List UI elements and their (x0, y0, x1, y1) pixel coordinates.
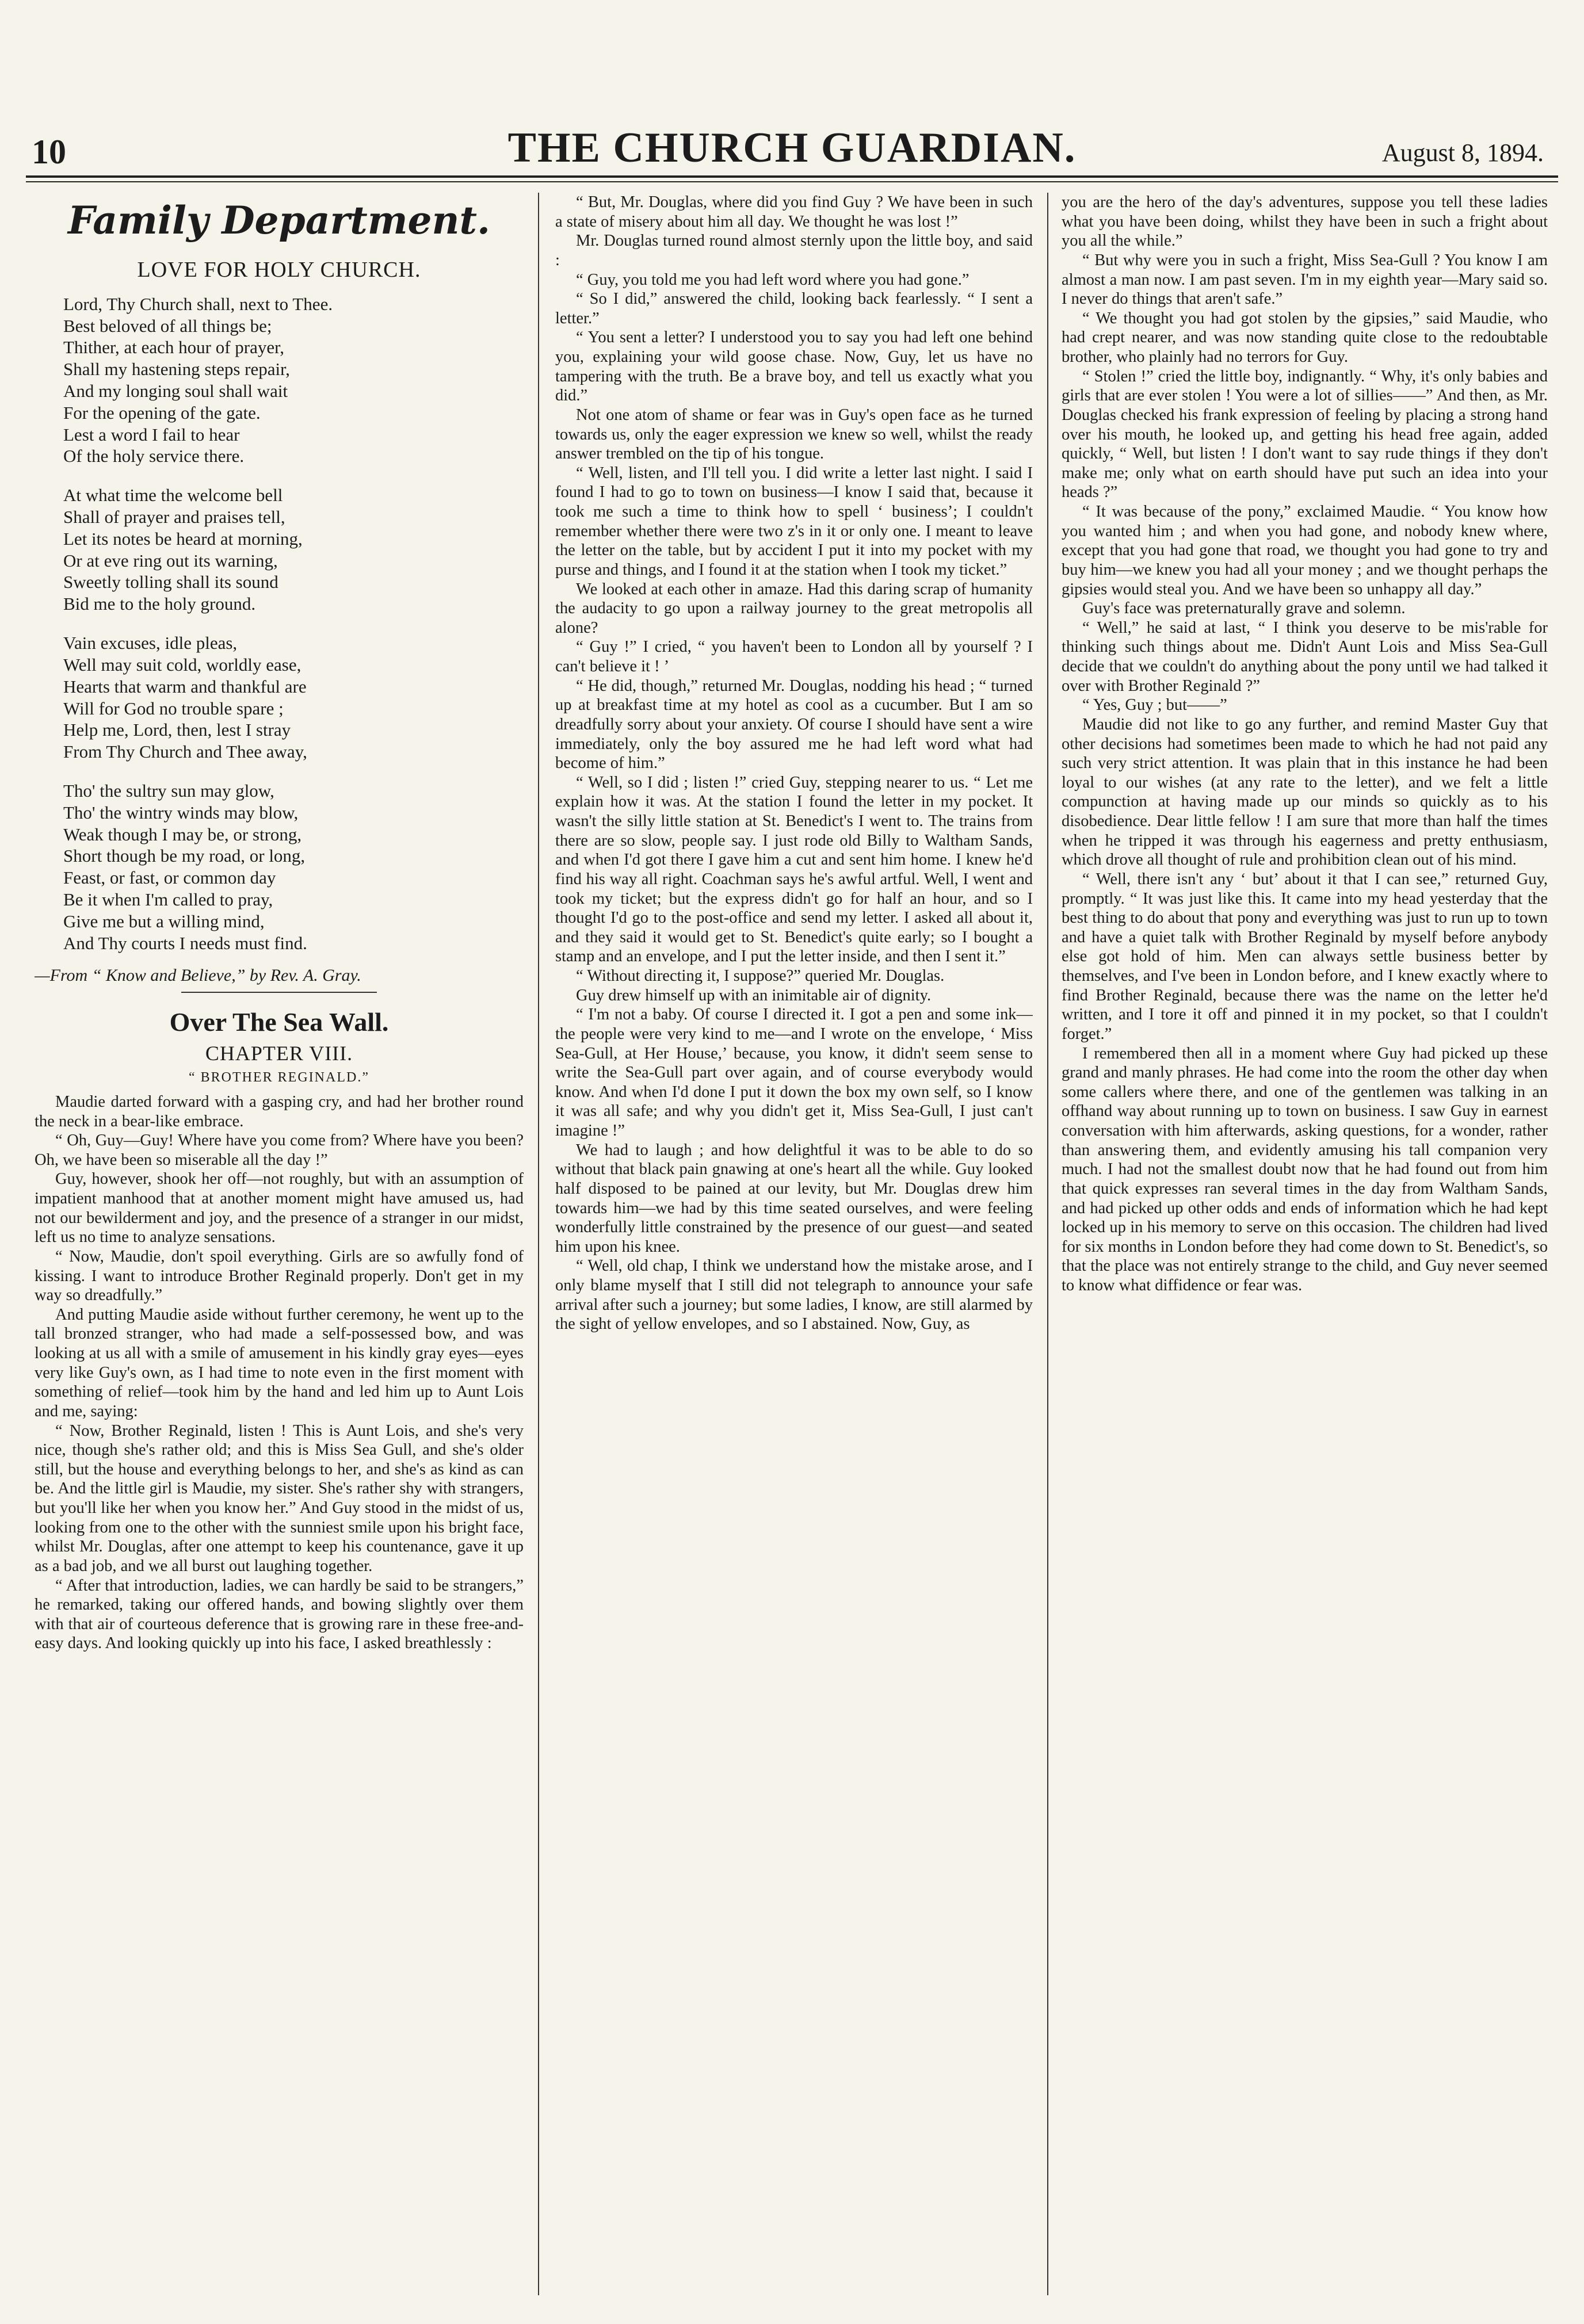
poem-line: Be it when I'm called to pray, (63, 889, 273, 910)
poem-line: From Thy Church and Thee away, (63, 741, 307, 762)
paragraph: “ It was because of the pony,” exclaimed Maudie. “ You know how you wanted him ; and when you had gone, and nobody knew where, except that you had gone that road, we thought you had gone to try and buy him—we knew you had all your money ; and we thought perhaps the gipsies would steal you. And we have been so unhappy all day.” (1062, 503, 1548, 598)
paragraph: Mr. Douglas turned round almost sternly upon the little boy, and said : (555, 232, 1033, 269)
story-text (555, 193, 1033, 1334)
paragraph: “ Well, so I did ; listen !” cried Guy, stepping nearer to us. “ Let me explain how it was. At the station I found the letter in my pocket. It wasn't the silly little station at St. Benedict's I went to. The trains from there are so slow, people say. I just rode old Billy to Waltham Sands, and when I'd got there I gave him a cut and sent him home. I knew he'd find his way all right. Coachman says he's awful artful. Well, I went and took my ticket; but the express didn't go for half an hour, and so I thought I'd go to the post-office and send my letter. I asked all about it, and they said it would get to St. Benedict's quite early; so I bought a stamp and an envelope, and I put the letter inside, and then I sent it.” (555, 773, 1033, 966)
chapter-subtitle: “ BROTHER REGINALD.” (189, 1069, 369, 1085)
paragraph: “ So I did,” answered the child, looking back fearlessly. “ I sent a letter.” (555, 290, 1033, 327)
paragraph: Guy drew himself up with an inimitable air of dignity. (576, 986, 932, 1004)
poem-stanza (63, 780, 524, 954)
paragraph: “ After that introduction, ladies, we can hardly be said to be strangers,” he remarked, taking our offered hands, and bowing slightly over them with that air of courteous deference that is growing rare in these free-and-easy days. And looking quickly up into his face, I asked breathlessly : (35, 1576, 524, 1653)
poem-line: Tho' the sultry sun may glow, (63, 780, 274, 801)
paragraph: “ Now, Maudie, don't spoil everything. Girls are so awfully fond of kissing. I want to introduce Brother Reginald properly. Don't get in my way so dreadfully.” (35, 1247, 524, 1305)
paragraph: “ I'm not a baby. Of course I directed it. I got a pen and some ink—the people were very kind to me—and I wrote on the envelope, ‘ Miss Sea-Gull, at Her House,’ because, you know, it didn't seem sense to write the Sea-Gull part over again, and of course everybody would know. And when I'd done I put it down the box my own self, so I know it was all safe; and why you didn't get it, Miss Sea-Gull, I just can't imagine !” (555, 1006, 1033, 1140)
paragraph: Guy's face was preternaturally grave and solemn. (1082, 599, 1406, 618)
paragraph: And putting Maudie aside without further ceremony, he went up to the tall bronzed stranger, who had made a self-possessed bow, and was looking at us all with a smile of amusement in his kindly gray eyes—eyes very like Guy's own, as I had time to note even in the first moment with something of relief—took him by the hand and led him up to Aunt Lois and me, saying: (35, 1305, 524, 1420)
poem-stanza (63, 484, 524, 615)
poem-line: Of the holy service there. (63, 446, 245, 467)
column-divider (538, 193, 539, 2295)
poem-stanza (63, 632, 524, 763)
paragraph: I remembered then all in a moment where Guy had picked up these grand and manly phrases. He had come into the room the other day when some callers where there, and one of the gentlemen was talking in an offhand way about running up to town on business. I saw Guy in earnest conversation with him afterwards, asking questions, for a wonder, rather than answering them, and evidently amusing his tall companion very much. I had not the smallest doubt now that he had found out from him that quick expresses ran several times in the day from Waltham Sands, and had picked up other odds and ends of information which he had kept locked up in his memory to serve on this occasion. The children had lived for six months in London before they had come down to St. Benedict's, so that the place was not entirely strange to the child, and Guy never seemed to know what diffidence or fear was. (1062, 1044, 1548, 1294)
paragraph: “ But why were you in such a fright, Miss Sea-Gull ? You know I am almost a man now. I am past seven. I'm in my eighth year—Mary said so. I never do things that aren't safe.” (1062, 251, 1548, 308)
department-heading: Family Department. (68, 198, 490, 243)
paragraph: “ You sent a letter? I understood you to say you had left one behind you, explaining your wild goose chase. Now, Guy, let us have no tampering with the truth. Be a brave boy, and tell us exactly what you did.” (555, 328, 1033, 405)
poem-stanza (63, 293, 524, 468)
paragraph: “ Guy !” I cried, “ you haven't been to London all by yourself ? I can't believe it ! ’ (555, 638, 1033, 675)
poem-line: Or at eve ring out its warning, (63, 550, 278, 571)
paragraph: “ But, Mr. Douglas, where did you find Guy ? We have been in such a state of misery about him all day. We thought he was lost !” (555, 193, 1033, 231)
story-title: Over The Sea Wall. (169, 1007, 389, 1037)
chapter-heading: CHAPTER VIII. (205, 1042, 353, 1065)
poem-line: Well may suit cold, worldly ease, (63, 654, 301, 675)
paragraph: “ Well, old chap, I think we understand how the mistake arose, and I only blame myself that I still did not telegraph to announce your safe arrival after such a journey; but some ladies, I know, are still alarmed by the sight of yellow envelopes, and so I abstained. Now, Guy, as (555, 1257, 1033, 1333)
header-rule-thin (26, 181, 1558, 182)
poem-line: Shall of prayer and praises tell, (63, 507, 285, 528)
poem-line: Lest a word I fail to hear (63, 424, 240, 445)
header-rule (26, 175, 1558, 178)
paragraph: “ Guy, you told me you had left word where you had gone.” (576, 270, 970, 289)
paragraph: “ Well, listen, and I'll tell you. I did write a letter last night. I said I found I had to go to town on business—I know I said that, because it took me such a time to think how to spell ‘ business’; I couldn't remember whether there were two z's in it or only one. I meant to leave the letter on the table, but by accident I put it into my pocket with my purse and things, and I found it at the station when I took my ticket.” (555, 464, 1033, 579)
column-1 (35, 193, 524, 2301)
poem-line: Shall my hastening steps repair, (63, 359, 290, 380)
paragraph: We had to laugh ; and how delightful it was to be able to do so without that black pain gnawing at one's heart all the while. Guy looked half disposed to be pained at our levity, but Mr. Douglas drew him towards him—we had by this time seated ourselves, and were feeling wonderfully little constrained by the presence of our guest—and seated him upon his knee. (555, 1141, 1033, 1256)
issue-date: August 8, 1894. (1381, 139, 1544, 167)
paragraph: “ We thought you had got stolen by the gipsies,” said Maudie, who had crept nearer, and was now standing quite close to the redoubtable brother, who plainly had no terrors for Guy. (1062, 309, 1548, 366)
poem-line: Sweetly tolling shall its sound (63, 572, 278, 593)
poem-line: Feast, or fast, or common day (63, 867, 276, 888)
poem-line: Lord, Thy Church shall, next to Thee. (63, 293, 333, 314)
poem-line: Will for God no trouble spare ; (63, 698, 284, 718)
poem-line: Help me, Lord, then, lest I stray (63, 720, 291, 740)
poem-line: Bid me to the holy ground. (63, 594, 256, 614)
column-divider (1047, 193, 1048, 2295)
paragraph: “ Well, there isn't any ‘ but’ about it that I can see,” returned Guy, promptly. “ It was just like this. It came into my head yesterday that the best thing to do about that pony and everything was just to run up to town and have a quiet talk with Brother Reginald by myself before anybody else got hold of him. Men can always settle business better by themselves, and I've been in London before, and I knew exactly where to find Brother Reginald, because there was the name on the letter he'd written, and I tore it off and pinned it in my pocket, so that I couldn't forget.” (1062, 870, 1548, 1043)
poem-line: Give me but a willing mind, (63, 911, 265, 931)
poem-title: LOVE FOR HOLY CHURCH. (137, 257, 421, 282)
poem-line: Thither, at each hour of prayer, (63, 337, 284, 358)
paragraph: Guy, however, shook her off—not roughly, but with an assumption of impatient manhood that at another moment might have amused us, had not our bewilderment and joy, and the presence of a stranger in our midst, left us no time to analyze sensations. (35, 1170, 524, 1247)
page-number: 10 (32, 133, 66, 171)
poem-line: Let its notes be heard at morning, (63, 528, 303, 549)
paragraph: “ Well,” he said at last, “ I think you deserve to be mis'rable for thinking such things about me. Didn't Aunt Lois and Miss Sea-Gull decide that we couldn't do anything about the pony until we had talked it over with Brother Reginald ?” (1062, 618, 1548, 695)
paragraph: “ Oh, Guy—Guy! Where have you come from? Where have you been? Oh, we have been so miserable all the day !” (35, 1132, 524, 1169)
poem-line: Vain excuses, idle pleas, (63, 633, 238, 653)
poem-line: Tho' the wintry winds may blow, (63, 802, 299, 823)
column-2 (555, 193, 1033, 2301)
poem-line: Short though be my road, or long, (63, 846, 306, 866)
story-text (1062, 193, 1548, 1295)
paragraph: “ Yes, Guy ; but——” (1082, 696, 1227, 714)
poem-line: Weak though I may be, or strong, (63, 824, 302, 844)
paragraph: Maudie did not like to go any further, and remind Master Guy that other decisions had sometimes been made to which he had not paid any such very strict attention. It was plain that in this instance he had been loyal to our wishes (at any rate to the letter), and we felt a little compunction at having made up our minds so quickly as to his disobedience. Dear little fellow ! I am sure that more than half the times when he tripped it was through his eagerness and pretty enthusiasm, which drove all thought of rule and prohibition clean out of his mind. (1062, 715, 1548, 869)
paragraph: Maudie darted forward with a gasping cry, and had her brother round the neck in a bear-like embrace. (35, 1092, 524, 1130)
paragraph: you are the hero of the day's adventures, suppose you tell these ladies what you have been doing, whilst they have been in such a fright about you all the while.” (1062, 193, 1548, 250)
paragraph: Not one atom of shame or fear was in Guy's open face as he turned towards us, only the eager expression we knew so well, whilst the ready answer trembled on the tip of his tongue. (555, 406, 1033, 463)
paragraph: “ Now, Brother Reginald, listen ! This is Aunt Lois, and she's very nice, though she's rather old; and this is Miss Sea Gull, and she's older still, but the house and everything belongs to her, and she's as kind as can be. And the little girl is Maudie, my sister. She's rather shy with strangers, but you'll like her when you know her.” And Guy stood in the midst of us, looking from one to the other with the sunniest smile upon his bright face, whilst Mr. Douglas, after one attempt to keep his countenance, gave it up as a bad job, and we all burst out laughing together. (35, 1421, 524, 1575)
poem-body (35, 293, 524, 954)
poem-attribution: —From “ Know and Believe,” by Rev. A. Gray. (35, 966, 361, 985)
masthead-title: THE CHURCH GUARDIAN. (507, 124, 1077, 171)
poem-line: At what time the welcome bell (63, 485, 283, 506)
paragraph: We looked at each other in amaze. Had this daring scrap of humanity the audacity to go upon a railway journey to the great metropolis all alone? (555, 580, 1033, 637)
poem-line: Best beloved of all things be; (63, 315, 272, 336)
poem-line: And Thy courts I needs must find. (63, 932, 307, 953)
story-text (35, 1092, 524, 1653)
paragraph: “ Without directing it, I suppose?” queried Mr. Douglas. (576, 967, 945, 985)
poem-line: And my longing soul shall wait (63, 380, 288, 401)
poem-line: For the opening of the gate. (63, 402, 261, 423)
paragraph: “ Stolen !” cried the little boy, indignantly. “ Why, it's only babies and girls that are ever stolen ! You were a lot of sillies——” And then, as Mr. Douglas checked his frank expression of feeling by placing a strong hand over his mouth, he looked up, and getting his head free again, added quickly, “ Well, but listen ! I don't want to say rude things if they don't make me; only what on earth should have put such an idea into your heads ?” (1062, 367, 1548, 502)
paragraph: “ He did, though,” returned Mr. Douglas, nodding his head ; “ turned up at breakfast time at my hotel as cool as a cucumber. But I am so dreadfully sorry about your anxiety. Of course I should have sent a wire immediately, only the boy assured me he had left word what had become of him.” (555, 676, 1033, 773)
poem-line: Hearts that warm and thankful are (63, 676, 307, 697)
section-rule (181, 992, 377, 993)
column-3 (1062, 193, 1548, 2301)
